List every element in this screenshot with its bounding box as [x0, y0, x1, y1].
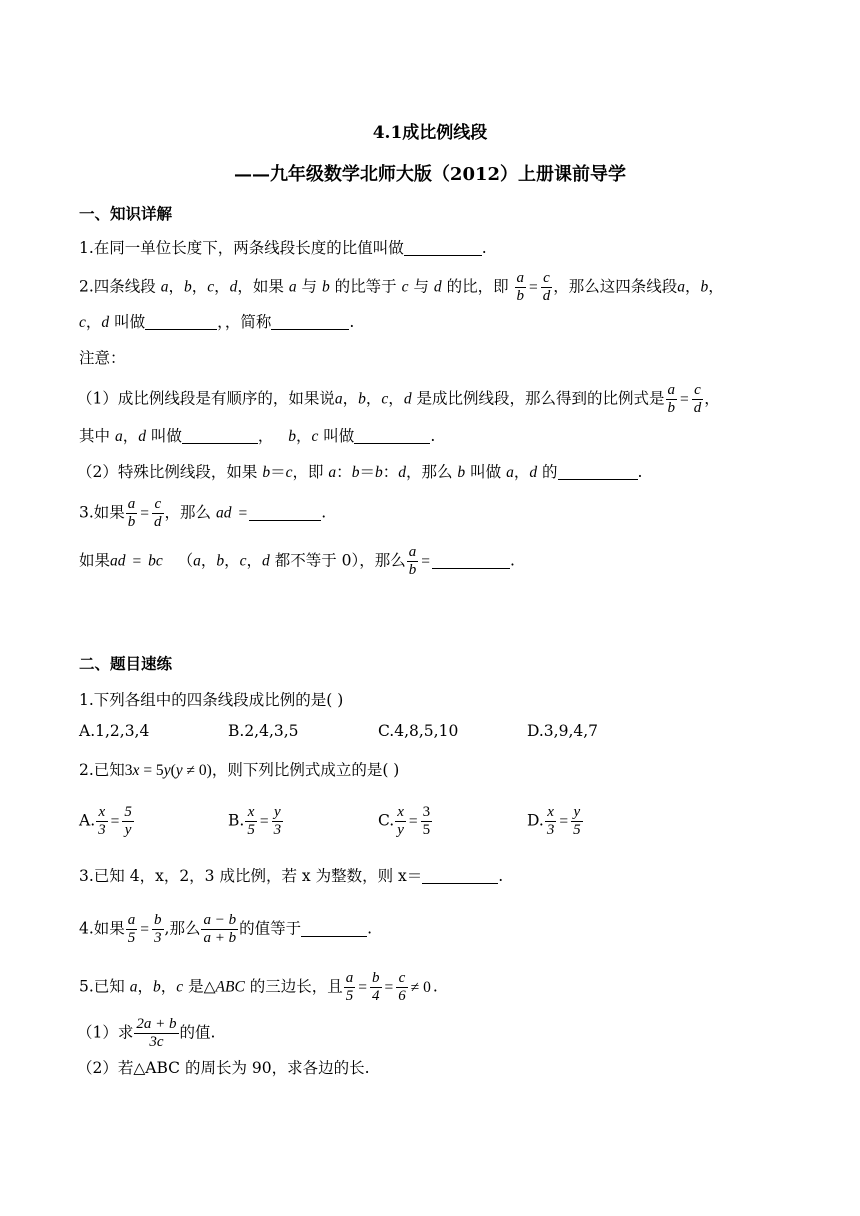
question-1-1: 1.在同一单位长度下，两条线段长度的比值叫做 . [79, 239, 487, 257]
option-b[interactable]: B.2,4,3,5 [228, 722, 299, 740]
answer-blank[interactable] [182, 427, 258, 444]
question-text: 如果 [79, 551, 111, 570]
question-text: 都不等于 0），那么 [274, 551, 406, 570]
question-1-2-cont: c，d 叫做 ，，简称 . [79, 313, 355, 331]
fraction-expression: $\frac{2a + b}{3c}$ [136, 1016, 177, 1050]
answer-blank[interactable] [354, 427, 430, 444]
fraction-a-over-b: $\frac{a}{b}$ [667, 382, 676, 416]
option-d[interactable]: D. $\frac{x}{3}$ = $\frac{y}{5}$ [527, 804, 581, 838]
note-text: （2）特殊比例线段，如果 [77, 463, 258, 481]
note-text: 叫做 [150, 427, 182, 445]
question-text: 的比等于 [334, 277, 397, 296]
problem-2-5-part1 [77, 1016, 215, 1051]
answer-blank[interactable] [249, 504, 321, 521]
fraction-c-over-d: $\frac{c}{d}$ [542, 270, 551, 304]
problem-text: ，则下列比例式成立的是( ) [211, 761, 400, 779]
option-c[interactable]: C.4,8,5,10 [378, 722, 459, 740]
note-1: （1）成比例线段是有顺序的，如果说a，b，c，d 是成比例线段，那么得到的比例式是 $\frac{a}{b}$ = $\frac{c}{d}$ ， [77, 382, 720, 416]
problem-text: ,那么 [164, 919, 201, 938]
option-c[interactable]: C. $\frac{x}{y}$ = $\frac{3}{5}$ [378, 804, 431, 838]
fraction-a-over-b: $\frac{a}{b}$ [516, 270, 525, 304]
note-text: 是成比例线段，那么得到的比例式是 [416, 389, 665, 408]
problem-text: 3.已知 4，x，2，3 成比例，若 x 为整数，则 x＝ [79, 867, 423, 885]
fraction-c-over-d: $\frac{c}{d}$ [154, 496, 162, 530]
note-text: 叫做 [323, 427, 355, 445]
question-text: 3.如果 [79, 503, 125, 522]
problem-2-4: 4.如果 $\frac{a}{5}$ = $\frac{b}{3}$ ,那么 $\frac{a - b}{a + b}$ 的值等于 . [79, 912, 373, 946]
fraction-c-over-d: $\frac{c}{d}$ [693, 382, 702, 416]
question-text: ，那么 [164, 503, 212, 522]
fraction-expression: $\frac{a - b}{a + b}$ [203, 912, 237, 946]
answer-blank[interactable] [404, 239, 482, 256]
note-label: 注意： [79, 349, 126, 367]
option-a[interactable]: A.1,2,3,4 [79, 722, 150, 740]
problem-text: 4.如果 [79, 919, 125, 938]
section1-heading: 一、知识详解 [79, 204, 173, 223]
question-text: 的比，即 [446, 277, 509, 296]
question-text: ，简称 [224, 313, 272, 331]
note-text: （1）成比例线段是有顺序的，如果说 [77, 389, 335, 408]
option-a[interactable]: A. $\frac{x}{3}$ = $\frac{5}{y}$ [79, 804, 132, 838]
answer-blank[interactable] [422, 867, 498, 884]
page-title: 4.1成比例线段 [372, 123, 488, 143]
section2-heading: 二、题目速练 [79, 654, 173, 673]
note-text: 的 [542, 463, 558, 481]
page-subtitle: ——九年级数学北师大版（2012）上册课前导学 [233, 164, 627, 185]
question-text: 1.在同一单位长度下，两条线段长度的比值叫做 [79, 239, 404, 257]
fraction-a-over-b: $\frac{a}{b}$ [408, 544, 417, 578]
question-text: ，那么这四条线段 [553, 277, 678, 296]
option-d[interactable]: D.3,9,4,7 [527, 722, 599, 740]
note-text: 其中 [79, 427, 111, 445]
fraction-a-over-b: $\frac{a}{b}$ [127, 496, 136, 530]
problem-text: 2.已知 [79, 761, 125, 779]
problem-2-2: 2.已知3x = 5y(y ≠ 0)，则下列比例式成立的是( ) [79, 761, 400, 779]
answer-blank[interactable] [271, 313, 349, 330]
problem-text: 5.已知 [79, 977, 125, 996]
question-1-2: 2.四条线段 a，b，c，d，如果 a 与 b 的比等于 c 与 d 的比，即 $\frac{a}{b}$ = $\frac{c}{d}$ ，那么这四条线段a，b， [79, 270, 724, 304]
answer-blank[interactable] [301, 920, 367, 937]
question-text: ，如果 [237, 277, 284, 296]
problem-text: 的值等于 [239, 919, 302, 938]
answer-blank[interactable] [145, 313, 217, 330]
question-text: （ [177, 551, 194, 570]
note-1-cont: 其中 a，d 叫做 ， b，c 叫做 . [79, 427, 436, 445]
problem-2-1: 1.下列各组中的四条线段成比例的是( ) [79, 691, 344, 709]
note-2: （2）特殊比例线段，如果 b＝c，即 a：b＝b：d，那么 b 叫做 a，d 的 . [77, 463, 643, 481]
problem-2-5-part2: （2）若△ABC 的周长为 90，求各边的长. [77, 1059, 370, 1077]
problem-text: 的三边长，且 [249, 977, 343, 996]
note-text: 叫做 [470, 463, 502, 481]
problem-text: 是△ [188, 977, 216, 996]
answer-blank[interactable] [432, 552, 510, 569]
question-1-3: 3.如果 $\frac{a}{b}$ = $\frac{c}{d}$ ，那么 ad = . [79, 496, 327, 530]
problem-text: 的值. [179, 1023, 216, 1042]
option-b[interactable]: B. $\frac{x}{5}$ = $\frac{y}{3}$ [228, 804, 282, 838]
problem-2-3: 3.已知 4，x，2，3 成比例，若 x 为整数，则 x＝ . [79, 867, 504, 885]
question-text: 叫做 [114, 313, 146, 331]
question-text: 2.四条线段 [79, 277, 156, 296]
question-1-3-cont: 如果ad = bc （a，b，c，d 都不等于 0），那么 $\frac{a}{b}$ = . [79, 544, 515, 578]
problem-2-5: 5.已知 a，b，c 是△ABC 的三边长，且 $\frac{a}{5}$ = $\frac{b}{4}$ = $\frac{c}{6}$ ≠ 0 . [79, 970, 438, 1004]
note-text: ，即 [292, 463, 324, 481]
answer-blank[interactable] [558, 463, 638, 480]
note-text: ，那么 [405, 463, 453, 481]
problem-text: （1）求 [77, 1023, 134, 1042]
